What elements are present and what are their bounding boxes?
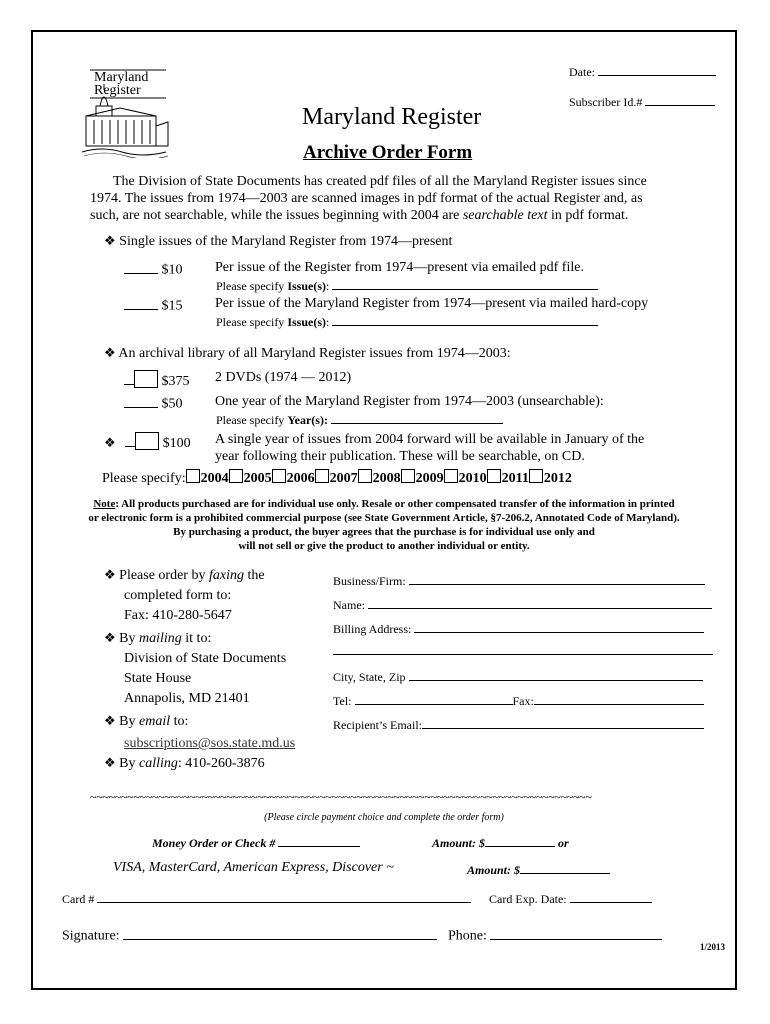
year-label-2012: 2012 bbox=[543, 471, 572, 486]
archive-option-100-desc-2: year following their publication. These will be searchable, on CD. bbox=[215, 449, 585, 464]
year-label-2009: 2009 bbox=[415, 471, 444, 486]
checkbox[interactable] bbox=[135, 432, 159, 450]
recipient-email-field[interactable]: Recipient’s Email: bbox=[333, 717, 704, 733]
form-version: 1/2013 bbox=[700, 942, 726, 952]
money-order-field[interactable]: Money Order or Check # bbox=[152, 835, 360, 851]
archive-option-50[interactable]: $50 bbox=[124, 394, 183, 413]
archive-heading: ❖ An archival library of all Maryland Register issues from 1974—2003: bbox=[104, 346, 511, 361]
single-option-10-desc: Per issue of the Register from 1974—present via emailed pdf file. bbox=[215, 260, 584, 275]
intro-line-3: such, are not searchable, while the issues beginning with 2004 are searchable text in pdf format. bbox=[90, 208, 629, 223]
tel-fax-field[interactable]: Tel: Fax: bbox=[333, 693, 704, 709]
diamond-bullet-icon: ❖ bbox=[104, 756, 116, 771]
single-option-10[interactable]: $10 bbox=[124, 260, 183, 279]
card-types: VISA, MasterCard, American Express, Discover ~ bbox=[113, 860, 394, 875]
tilde-divider: ~~~~~~~~~~~~~~~~~~~~~~~~~~~~~~~~~~~~~~~~~~~~~~~~~~~~~~~~~~~~~~~~~~~~~~~~~~~~~~~~~ bbox=[90, 790, 592, 804]
archive-option-375-desc: 2 DVDs (1974 — 2012) bbox=[215, 370, 352, 385]
email-link[interactable]: subscriptions@sos.state.md.us bbox=[124, 736, 296, 751]
card-exp-field[interactable]: Card Exp. Date: bbox=[489, 891, 652, 907]
diamond-bullet-icon: ❖ bbox=[104, 631, 116, 646]
logo-text-register: Register bbox=[94, 83, 141, 98]
order-email: ❖ By email to: subscriptions@sos.state.md.us bbox=[104, 714, 296, 751]
name-field[interactable]: Name: bbox=[333, 597, 712, 613]
archive-option-375[interactable]: $375 bbox=[124, 370, 190, 390]
date-field[interactable]: Date: bbox=[569, 64, 716, 80]
year-checkbox-2005[interactable] bbox=[229, 469, 243, 483]
order-call: ❖ By calling: 410-260-3876 bbox=[104, 756, 265, 771]
single-option-15[interactable]: $15 bbox=[124, 296, 183, 315]
single-option-10-specify[interactable]: Please specify Issue(s): bbox=[216, 278, 598, 294]
signature-field[interactable]: Signature: bbox=[62, 926, 437, 945]
year-checkbox-2010[interactable] bbox=[444, 469, 458, 483]
business-field[interactable]: Business/Firm: bbox=[333, 573, 705, 589]
checkbox[interactable] bbox=[134, 370, 158, 388]
year-label-2007: 2007 bbox=[329, 471, 358, 486]
diamond-bullet-icon: ❖ bbox=[104, 714, 116, 729]
page-title: Maryland Register bbox=[302, 104, 482, 130]
year-label-2008: 2008 bbox=[372, 471, 401, 486]
intro-line-2: 1974. The issues from 1974—2003 are scanned images in pdf format of the actual Register and, as bbox=[90, 191, 643, 206]
year-checkbox-2009[interactable] bbox=[401, 469, 415, 483]
logo-text-maryland: Maryland bbox=[94, 70, 149, 85]
year-label-2010: 2010 bbox=[458, 471, 487, 486]
archive-option-100-desc-1: A single year of issues from 2004 forward will be available in January of the bbox=[215, 432, 645, 447]
year-selector: Please specify: 2004 2005 2006 2007 2008 2009 2010 2011 2012 bbox=[102, 471, 572, 486]
year-label-2006: 2006 bbox=[286, 471, 315, 486]
note-block: Note: All products purchased are for individual use only. Resale or other compensated transfer of the information in printed or electronic form is a prohibited commercial purpose (see State Government Article, §7-206.2, Annotated Code of Maryland). By purchasing a product, the buyer agrees that the purchase is for individual use only and will not sell or give the product to another individual or entity. bbox=[88, 498, 680, 552]
year-checkbox-2012[interactable] bbox=[529, 469, 543, 483]
phone-field[interactable]: Phone: bbox=[448, 926, 662, 945]
single-option-15-specify[interactable]: Please specify Issue(s): bbox=[216, 314, 598, 330]
intro-line-1: The Division of State Documents has created pdf files of all the Maryland Register issues since bbox=[113, 174, 647, 189]
order-fax: ❖ Please order by faxing the completed form to: Fax: 410-280-5647 bbox=[104, 568, 265, 623]
maryland-register-logo bbox=[82, 66, 172, 158]
archive-option-50-desc: One year of the Maryland Register from 1974—2003 (unsearchable): bbox=[215, 394, 604, 409]
city-state-zip-field[interactable]: City, State, Zip bbox=[333, 669, 703, 685]
year-checkbox-2008[interactable] bbox=[358, 469, 372, 483]
single-option-15-desc: Per issue of the Maryland Register from 1974—present via mailed hard-copy bbox=[215, 296, 649, 311]
year-checkbox-2004[interactable] bbox=[186, 469, 200, 483]
amount-field-1[interactable]: Amount: $ or bbox=[432, 835, 569, 850]
archive-option-50-specify[interactable]: Please specify Year(s): bbox=[216, 412, 503, 428]
billing-address-field[interactable]: Billing Address: bbox=[333, 621, 704, 637]
year-checkbox-2007[interactable] bbox=[315, 469, 329, 483]
diamond-bullet-icon: ❖ bbox=[104, 234, 116, 249]
year-label-2005: 2005 bbox=[243, 471, 272, 486]
diamond-bullet-icon: ❖ bbox=[104, 436, 116, 451]
archive-option-100[interactable]: ❖ $100 bbox=[104, 432, 191, 452]
amount-field-2[interactable]: Amount: $ bbox=[467, 862, 610, 878]
single-issues-heading: ❖ Single issues of the Maryland Register from 1974—present bbox=[104, 234, 453, 249]
year-checkboxes bbox=[186, 471, 572, 486]
billing-address-line-2[interactable] bbox=[333, 654, 713, 655]
subscriber-id-field[interactable]: Subscriber Id.# bbox=[569, 94, 715, 110]
diamond-bullet-icon: ❖ bbox=[104, 346, 116, 361]
year-checkbox-2011[interactable] bbox=[487, 469, 501, 483]
card-number-field[interactable]: Card # bbox=[62, 891, 471, 907]
year-checkbox-2006[interactable] bbox=[272, 469, 286, 483]
form-subtitle: Archive Order Form bbox=[303, 142, 473, 163]
order-mail: ❖ By mailing it to: Division of State Documents State House Annapolis, MD 21401 bbox=[104, 631, 287, 706]
year-label-2004: 2004 bbox=[200, 471, 229, 486]
year-label-2011: 2011 bbox=[501, 471, 529, 486]
payment-instruction: (Please circle payment choice and complete the order form) bbox=[264, 812, 504, 823]
diamond-bullet-icon: ❖ bbox=[104, 568, 116, 583]
